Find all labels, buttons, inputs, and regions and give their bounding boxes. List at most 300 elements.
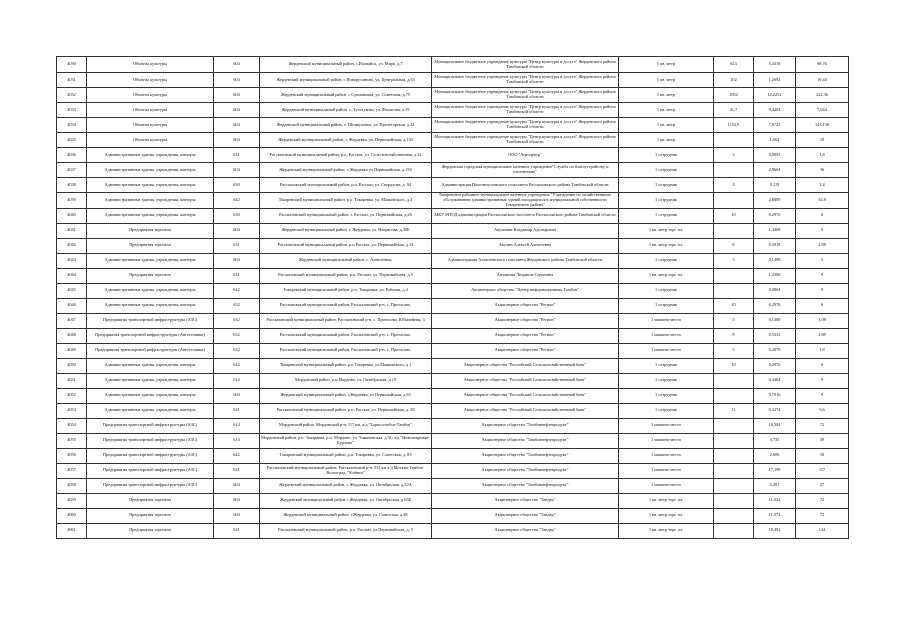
quantity-cell: 6 [714,238,754,253]
address-cell: Мордовский район, р.п. Токаревка, р.п. Мордово, ул. Тимаченская, д 91, а/д "Новопокровка-Бурлово" [260,433,432,448]
unit-cell: 1 сотрудник [619,373,714,388]
quantity-cell: 1052 [714,88,754,103]
owner-cell: Акционерное общество "Российский Сельскохозяйственный банк" [432,358,619,373]
object-type-cell: Административные здания, учреждения, конторы [87,148,214,163]
total-cell: 19,44 [796,73,849,88]
total-cell: 7,644 [796,103,849,118]
total-cell: 6 [796,358,849,373]
table-row [57,403,849,418]
address-cell: Жердевский муниципальный район, с.Новорусанино, ул. Центральная, д.63 [260,73,432,88]
okved-code-cell: 631 [214,238,260,253]
total-cell: 6 [796,298,849,313]
object-type-cell: Административные здания, учреждения, конторы [87,388,214,403]
norm-cell: 0,0893 [754,148,796,163]
norm-cell: 0,1488 [754,253,796,268]
owner-cell: Акционерное общество "Регион" [432,313,619,328]
quantity-cell [714,418,754,433]
address-cell: Жердевский муниципальный район, г. Жердевка, ул. Первомайская, д.150 [260,133,432,148]
owner-cell: Акционерное общество "Тандер" [432,508,619,523]
address-cell: Жердевский муниципальный район, г.Жердевка, ул. Советская, д.38 [260,508,432,523]
total-cell: 6,6 [796,403,849,418]
table-row [57,88,849,103]
quantity-cell [714,388,754,403]
norm-cell: 0,2976 [754,208,796,223]
unit-cell: 1 машино-место [619,313,714,328]
quantity-cell [714,283,754,298]
unit-cell: 1 кв. метр торг. пл. [619,238,714,253]
owner-cell: Акционерное общество "Тамбовнефтепродукт" [432,433,619,448]
unit-cell: 1 сотрудник [619,178,714,193]
address-cell: Рассказовский муниципальный район, р.п. Рассказ, ул. Сельскохозяйственная, д.22 [260,148,432,163]
object-type-cell: Административные здания, учреждения, конторы [87,358,214,373]
norm-cell: 0,2976 [754,298,796,313]
quantity-cell [714,433,754,448]
unit-cell: 1 сотрудник [619,358,714,373]
row-number-cell: 4042 [57,238,87,253]
okved-code-cell: 604 [214,388,260,403]
okved-code-cell: 604 [214,133,260,148]
table-row [57,328,849,343]
quantity-cell: 10 [714,358,754,373]
row-number-cell: 4060 [57,508,87,523]
norm-cell: 0,4204 [754,103,796,118]
address-cell: Мордовский район, р.п.Мордово, ул. Октябрьская, д.19 [260,373,432,388]
quantity-cell: 1192,8 [714,118,754,133]
address-cell: Жердевский муниципальный район, г. Жердевка, ул. Некрасова, д.30Б [260,223,432,238]
object-type-cell: Предприятия торговли [87,508,214,523]
okved-code-cell: 604 [214,118,260,133]
owner-cell: Жердевская городская муниципальное казенное учреждение"Служба по благоустройству и озеленению" [432,163,619,178]
row-number-cell: 4041 [57,223,87,238]
unit-cell: 1 машино-место [619,463,714,478]
quantity-cell: 11 [714,403,754,418]
quantity-cell: 5 [714,343,754,358]
row-number-cell: 4058 [57,478,87,493]
spreadsheet-page [56,56,848,539]
unit-cell: 1 машино-место [619,343,714,358]
okved-code-cell: 604 [214,508,260,523]
norm-cell: 1,062 [754,133,796,148]
table-row [57,313,849,328]
row-number-cell: 4040 [57,208,87,223]
unit-cell: 1 машино-место [619,328,714,343]
unit-cell: 1 машино-место [619,433,714,448]
total-cell: 9 [796,373,849,388]
norm-cell: 12,2252 [754,88,796,103]
object-type-cell: Предприятия торговли [87,223,214,238]
table-row [57,418,849,433]
unit-cell: 1 сотрудник [619,253,714,268]
table-row [57,148,849,163]
quantity-cell [714,223,754,238]
okved-code-cell: 632 [214,328,260,343]
okved-code-cell: 604 [214,253,260,268]
address-cell: Рассказовский муниципальный район, Рассказовский р-н, с. Протасово, [260,328,432,343]
owner-cell: Муниципальное бюджетное учреждение культуры "Центр культуры и досуга" Жердевского района Тамбовской области [432,103,619,118]
object-type-cell: Объекты культуры [87,57,214,73]
norm-cell: 11,574 [754,508,796,523]
table-row [57,253,849,268]
total-cell: 1,8 [796,343,849,358]
row-number-cell: 4044 [57,268,87,283]
quantity-cell [714,508,754,523]
total-cell: 117 [796,463,849,478]
quantity-cell [714,478,754,493]
address-cell: Токаревский муниципальный район, р.п. Токаревка, ул. Советская, д. 83 [260,448,432,463]
table-row [57,523,849,538]
quantity-cell: 3 [714,148,754,163]
quantity-cell: 8 [714,328,754,343]
okved-code-cell: 604 [214,103,260,118]
norm-cell: 0,0864 [754,283,796,298]
row-number-cell: 4057 [57,463,87,478]
owner-cell: Акционерное общество "Тамбовнефтепродукт" [432,448,619,463]
row-number-cell: 4054 [57,418,87,433]
address-cell: Токаревский муниципальный район, р.п Токаревка, ул.Маяковского, д.1 [260,358,432,373]
object-type-cell: Предприятия транспортной инфраструктуры (АЗС) [87,433,214,448]
object-type-cell: Предприятия транспортной инфраструктуры (Автостоянки) [87,343,214,358]
owner-cell: Акционерное общество "Регион" [432,328,619,343]
table-row [57,373,849,388]
total-cell: 27 [796,478,849,493]
norm-cell: 10,384 [754,418,796,433]
okved-code-cell: 604 [214,57,260,73]
total-cell: 222,36 [796,88,849,103]
table-row [57,57,849,73]
row-number-cell: 4048 [57,328,87,343]
unit-cell: 1 кв. метр [619,133,714,148]
unit-cell: 1 кв. метр [619,73,714,88]
object-type-cell: Административные здания, учреждения, конторы [87,208,214,223]
okved-code-cell: 642 [214,193,260,209]
row-number-cell: 4033 [57,103,87,118]
object-type-cell: Предприятия транспортной инфраструктуры (АЗС) [87,463,214,478]
table-row [57,493,849,508]
table-row [57,178,849,193]
owner-cell: Администрация Алексеевского сельсовета Жердевского района Тамбовской области [432,253,619,268]
norm-cell: 2,8889 [754,193,796,209]
owner-cell: Акционерное общество "Российский Сельскохозяйственный банк" [432,388,619,403]
okved-code-cell: 614 [214,418,260,433]
norm-cell: 2,606 [754,448,796,463]
owner-cell: Акулин Алексей Алексеевич [432,238,619,253]
row-number-cell: 4055 [57,433,87,448]
unit-cell: 1 сотрудник [619,283,714,298]
row-number-cell: 4031 [57,73,87,88]
address-cell: Мордовский район, Мордовский р-н, 117 км. а/д "Борисоглебск-Тамбов" [260,418,432,433]
row-number-cell: 4053 [57,403,87,418]
norm-cell: 0,2976 [754,358,796,373]
norm-cell: 0,2076 [754,343,796,358]
object-type-cell: Административные здания, учреждения, конторы [87,283,214,298]
unit-cell: 1 сотрудник [619,208,714,223]
row-number-cell: 4047 [57,313,87,328]
owner-cell: Администрация Пахотноугловского сельсовета Рассказовского района Тамбовской области [432,178,619,193]
table-row [57,133,849,148]
okved-code-cell: 614 [214,433,260,448]
row-number-cell: 4050 [57,358,87,373]
address-cell: Жердевский муниципальный район, с.Иловайск, ул. Мира, д.7 [260,57,432,73]
row-number-cell: 4039 [57,193,87,209]
address-cell: Жердевский муниципальный район, г.Жердевка, ул.Первомайская, д.83 [260,388,432,403]
total-cell: 9 [796,388,849,403]
owner-cell: Муниципальное бюджетное учреждение культуры "Центр культуры и досуга" Жердевского района Тамбовской области [432,73,619,88]
owner-cell: Акционерное общество "Тамбовнефтепродукт" [432,478,619,493]
object-type-cell: Административные здания, учреждения, конторы [87,403,214,418]
total-cell: 36 [796,163,849,178]
unit-cell: 1 машино-место [619,418,714,433]
table-row [57,358,849,373]
row-number-cell: 4038 [57,178,87,193]
unit-cell: 1 кв. метр торг. пл. [619,493,714,508]
okved-code-cell: 631 [214,148,260,163]
unit-cell: 1 кв. метр [619,103,714,118]
owner-cell: Муниципальное бюджетное учреждение культуры "Центр культуры и досуга" Жердевского района Тамбовской области [432,118,619,133]
total-cell: 2,4 [796,178,849,193]
address-cell: Рассказовский муниципальный район, Рассказовский р-н, с. Протасово, Юбилейная, 3 [260,313,432,328]
row-number-cell: 4045 [57,283,87,298]
norm-cell: 17,199 [754,463,796,478]
object-type-cell: Объекты культуры [87,118,214,133]
object-type-cell: Предприятия транспортной инфраструктуры (Автостоянки) [87,328,214,343]
quantity-cell: 823 [714,57,754,73]
unit-cell: 1 кв. метр торг. пл. [619,223,714,238]
norm-cell: 0,4464 [754,373,796,388]
unit-cell: 1 кв. метр торг. пл. [619,523,714,538]
total-cell: 1,8 [796,148,849,163]
row-number-cell: 4052 [57,388,87,403]
owner-cell: Акционерное общество "Российский Сельскохозяйственный банк" [432,373,619,388]
quantity-cell: 4 [714,178,754,193]
norm-cell: 3,735 [754,433,796,448]
owner-cell: Муниципальное бюджетное учреждение культуры "Центр культуры и досуга" Жердевского района Тамбовской области [432,57,619,73]
unit-cell: 1 сотрудник [619,403,714,418]
owner-cell: МКУ МТОД администрации Рассказовского поссовета Рассказовского района Тамбовской области [432,208,619,223]
address-cell: Жердевский муниципальный район, с. Туголуково, ул. Филатова, д.19 [260,103,432,118]
okved-code-cell: 631 [214,403,260,418]
row-number-cell: 4049 [57,343,87,358]
okved-code-cell: 642 [214,358,260,373]
address-cell: Рассказовский муниципальный район, г. Рассказ, ул. Первомайская, д.26 [260,208,432,223]
row-number-cell: 4056 [57,448,87,463]
object-type-cell: Административные здания, учреждения, конторы [87,298,214,313]
address-cell: Жердевский муниципальный район, г. Жердевка ул.Первомайская, д.150 [260,163,432,178]
address-cell: Рассказовский муниципальный район, р.п. Рассказ, ул. Свердлова, д. 94 [260,178,432,193]
unit-cell: 1 сотрудник [619,148,714,163]
total-cell: 144 [796,523,849,538]
owner-cell: Муниципальное бюджетное учреждение культуры "Центр культуры и досуга" Жердевского района Тамбовской области [432,133,619,148]
quantity-cell: 5 [714,313,754,328]
object-type-cell: Административные здания, учреждения, конторы [87,163,214,178]
quantity-cell [714,268,754,283]
address-cell: Рассказовский муниципальный район, р.п. Рассказ, ул. Первомайская, д.5 [260,268,432,283]
table-row [57,433,849,448]
address-cell: Жердевский муниципальный район, г.Жердевка, ул. Октябрьская, д.65Б [260,493,432,508]
total-cell: 39 [796,433,849,448]
object-type-cell: Предприятия транспортной инфраструктуры (АЗС) [87,448,214,463]
address-cell: Жердевский муниципальный район, с. Алексеевка, [260,253,432,268]
owner-cell: Акционерное общество "Тандер" [432,493,619,508]
okved-code-cell: 604 [214,223,260,238]
row-number-cell: 4043 [57,253,87,268]
address-cell: Рассказовский муниципальный район, Рассказовский р-н, 531 км а/д Москва-Тамбов-Волгоград, "Клёнки" [260,463,432,478]
table-row [57,238,849,253]
table-row [57,103,849,118]
quantity-cell: 102 [714,73,754,88]
address-cell: Жердевский муниципальный район, с.Сукмановка, ул. Советская, д.75 [260,88,432,103]
table-body [57,57,849,539]
norm-cell: 1,2308 [754,268,796,283]
unit-cell: 1 кв. метр торг. пл. [619,268,714,283]
owner-cell: Токаревское районное муниципальное казенное учреждение "Учреждение по хозяйственному обслуживанию административных зданий находящихся в муниципальной собственности Токаревского района" [432,193,619,209]
address-cell: Жердевский муниципальный район, г. Жердевка, ул. Октябрьская, д.52А [260,478,432,493]
address-cell: Токаревский муниципальный район, р.п. Токаревка, ул. Рабочая, д.4 [260,283,432,298]
object-type-cell: Предприятия транспортной инфраструктуры (АЗС) [87,418,214,433]
row-number-cell: 4061 [57,523,87,538]
address-cell: Жердевский муниципальный район, с. Шпикуловка, ул. Пролетарская, д.24 [260,118,432,133]
okved-code-cell: 604 [214,163,260,178]
okved-code-cell: 642 [214,283,260,298]
table-row [57,268,849,283]
table-row [57,298,849,313]
norm-cell: 7,8723 [754,118,796,133]
owner-cell: ООО "Агроцентр" [432,148,619,163]
owner-cell: Акционерное общество "Тамбовнефтепродукт" [432,418,619,433]
owner-cell: Акционерное общество "Российский Сельскохозяйственный банк" [432,403,619,418]
total-cell: 6 [796,208,849,223]
row-number-cell: 4034 [57,118,87,133]
address-cell: Токаревский муниципальный район, р.п. Токаревка, ул. Маяковского, д.2 [260,193,432,209]
table-row [57,448,849,463]
owner-cell: Акционерное общество "Регион" [432,298,619,313]
total-cell: 2,88 [796,328,849,343]
owner-cell: Анташова Людмила Сергеевна [432,268,619,283]
okved-code-cell: 630 [214,208,260,223]
total-cell: 9 [796,223,849,238]
total-cell: 18 [796,133,849,148]
okved-code-cell: 631 [214,268,260,283]
object-type-cell: Объекты культуры [87,133,214,148]
table-row [57,208,849,223]
total-cell: 52,8 [796,193,849,209]
okved-code-cell: 632 [214,298,260,313]
total-cell: 2,88 [796,238,849,253]
quantity-cell [714,373,754,388]
quantity-cell [714,493,754,508]
norm-cell: 0,7016 [754,388,796,403]
okved-code-cell: 632 [214,343,260,358]
object-type-cell: Объекты культуры [87,103,214,118]
quantity-cell [714,193,754,209]
unit-cell: 1 сотрудник [619,388,714,403]
norm-cell: 5,281 [754,478,796,493]
row-number-cell: 4059 [57,493,87,508]
table-row [57,478,849,493]
table-row [57,343,849,358]
object-type-cell: Административные здания, учреждения, конторы [87,193,214,209]
norm-cell: 0,5332 [754,328,796,343]
table-row [57,118,849,133]
norm-cell: 1,4468 [754,223,796,238]
okved-code-cell: 630 [214,178,260,193]
address-cell: Рассказовский муниципальный район, р.п. Рассказ, ул. Первомайская, д. 38 [260,403,432,418]
object-type-cell: Объекты культуры [87,73,214,88]
table-row [57,508,849,523]
okved-code-cell: 632 [214,313,260,328]
unit-cell: 1 сотрудник [619,163,714,178]
norm-cell: 0,119 [754,178,796,193]
row-number-cell: 4036 [57,148,87,163]
quantity-cell [714,133,754,148]
total-cell: 9 [796,283,849,298]
okved-code-cell: 604 [214,493,260,508]
table-row [57,463,849,478]
okved-code-cell: 631 [214,523,260,538]
object-type-cell: Предприятия транспортной инфраструктуры (АЗС) [87,478,214,493]
table-row [57,193,849,209]
registry-table [56,56,849,539]
total-cell: 3 [796,253,849,268]
table-row [57,73,849,88]
quantity-cell: 10 [714,298,754,313]
total-cell: 143,136 [796,118,849,133]
owner-cell: Муниципальное бюджетное учреждение культуры "Центр культуры и досуга" Жердевского района Тамбовской области [432,88,619,103]
address-cell: Рассказовский муниципальный район, Рассказовский р-н, с. Протасово, [260,343,432,358]
norm-cell: 5,4318 [754,57,796,73]
quantity-cell [714,523,754,538]
owner-cell: Акционерное общество "Центр информационных Тамбов" [432,283,619,298]
address-cell: Рассказовский муниципальный район, р.п.Рассказ, ул. Первомайская, д.14 [260,238,432,253]
norm-cell: 0,3918 [754,238,796,253]
unit-cell: 1 кв. метр торг. пл. [619,508,714,523]
quantity-cell [714,463,754,478]
row-number-cell: 4051 [57,373,87,388]
norm-cell: 2,9664 [754,163,796,178]
unit-cell: 1 сотрудник [619,298,714,313]
object-type-cell: Объекты культуры [87,88,214,103]
row-number-cell: 4032 [57,88,87,103]
owner-cell: Акционерное общество "Регион" [432,343,619,358]
quantity-cell [714,163,754,178]
norm-cell: 1,2692 [754,73,796,88]
object-type-cell: Административные здания, учреждения, конторы [87,253,214,268]
object-type-cell: Предприятия торговли [87,493,214,508]
table-row [57,388,849,403]
norm-cell: 0,1388 [754,313,796,328]
table-row [57,283,849,298]
row-number-cell: 4046 [57,298,87,313]
total-cell: 1,08 [796,313,849,328]
okved-code-cell: 642 [214,448,260,463]
object-type-cell: Административные здания, учреждения, конторы [87,373,214,388]
okved-code-cell: 604 [214,478,260,493]
address-cell: Рассказовский муниципальный район, Рассказовский р-н, с. Протасово, [260,298,432,313]
okved-code-cell: 631 [214,463,260,478]
total-cell: 72 [796,508,849,523]
total-cell: 18 [796,448,849,463]
total-cell: 72 [796,418,849,433]
unit-cell: 1 сотрудник [619,193,714,209]
unit-cell: 1 кв. метр [619,57,714,73]
total-cell: 9 [796,268,849,283]
object-type-cell: Предприятия торговли [87,238,214,253]
norm-cell: 19,492 [754,523,796,538]
row-number-cell: 4037 [57,163,87,178]
norm-cell: 0,3274 [754,403,796,418]
total-cell: 72 [796,493,849,508]
quantity-cell: 10 [714,208,754,223]
okved-code-cell: 604 [214,88,260,103]
